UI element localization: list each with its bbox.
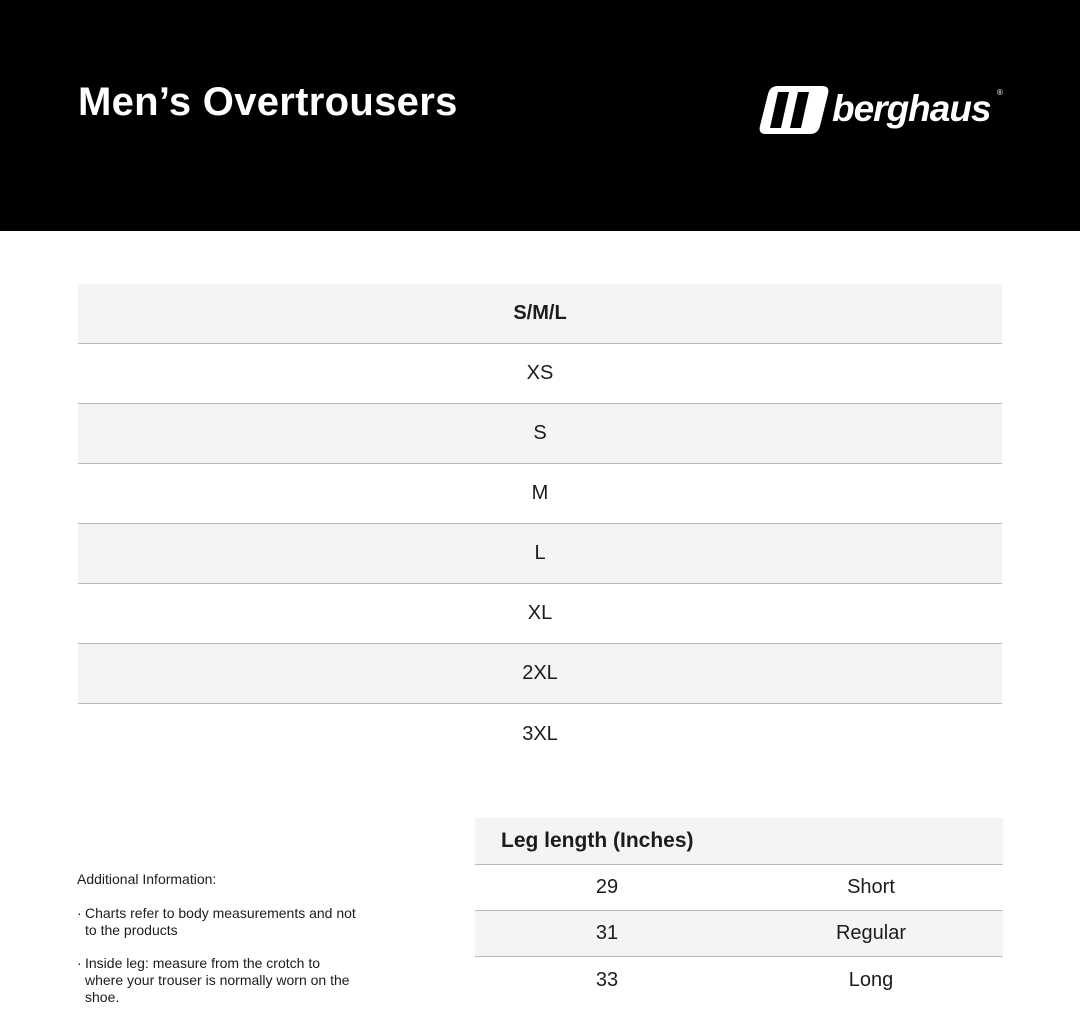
- leg-length-name: Regular: [835, 922, 907, 944]
- additional-information-title: Additional Information:: [77, 871, 217, 887]
- info-note: [77, 955, 357, 1006]
- leg-row-short: [475, 865, 1003, 911]
- leg-length-table: [475, 818, 1003, 1003]
- leg-row-long: [475, 957, 1003, 1003]
- registered-mark: ®: [997, 88, 1003, 97]
- info-note-text: Charts refer to body measurements and not to the products: [85, 905, 356, 938]
- size-table: [78, 284, 1002, 764]
- size-row-xl: XL: [78, 584, 1002, 644]
- leg-inches: 31: [595, 922, 619, 944]
- leg-length-name: Long: [848, 968, 894, 991]
- info-note-text: Inside leg: measure from the crotch to where your trouser is normally worn on the shoe.: [85, 955, 350, 1005]
- leg-length-table-title: Leg length (Inches): [475, 818, 1003, 865]
- brand-wordmark: berghaus: [832, 88, 991, 129]
- size-table-header: S/M/L: [78, 284, 1002, 344]
- leg-inches: 33: [595, 968, 619, 991]
- size-row-m: M: [78, 464, 1002, 524]
- bullet-icon: ·: [77, 905, 82, 921]
- size-row-2xl: 2XL: [78, 644, 1002, 704]
- page-title: Men’s Overtrousers: [78, 80, 458, 124]
- bullet-icon: ·: [77, 955, 82, 971]
- size-row-xs: XS: [78, 344, 1002, 404]
- leg-inches: 29: [595, 876, 619, 898]
- additional-information: [77, 871, 357, 1009]
- info-note: [77, 905, 357, 939]
- leg-row-regular: [475, 911, 1003, 957]
- size-row-s: S: [78, 404, 1002, 464]
- header-banner: [0, 0, 1080, 231]
- leg-length-name: Short: [847, 876, 895, 898]
- berghaus-logo: [758, 82, 1006, 140]
- berghaus-mark-icon: [758, 82, 830, 136]
- size-row-3xl: 3XL: [522, 722, 558, 745]
- size-row-l: L: [78, 524, 1002, 584]
